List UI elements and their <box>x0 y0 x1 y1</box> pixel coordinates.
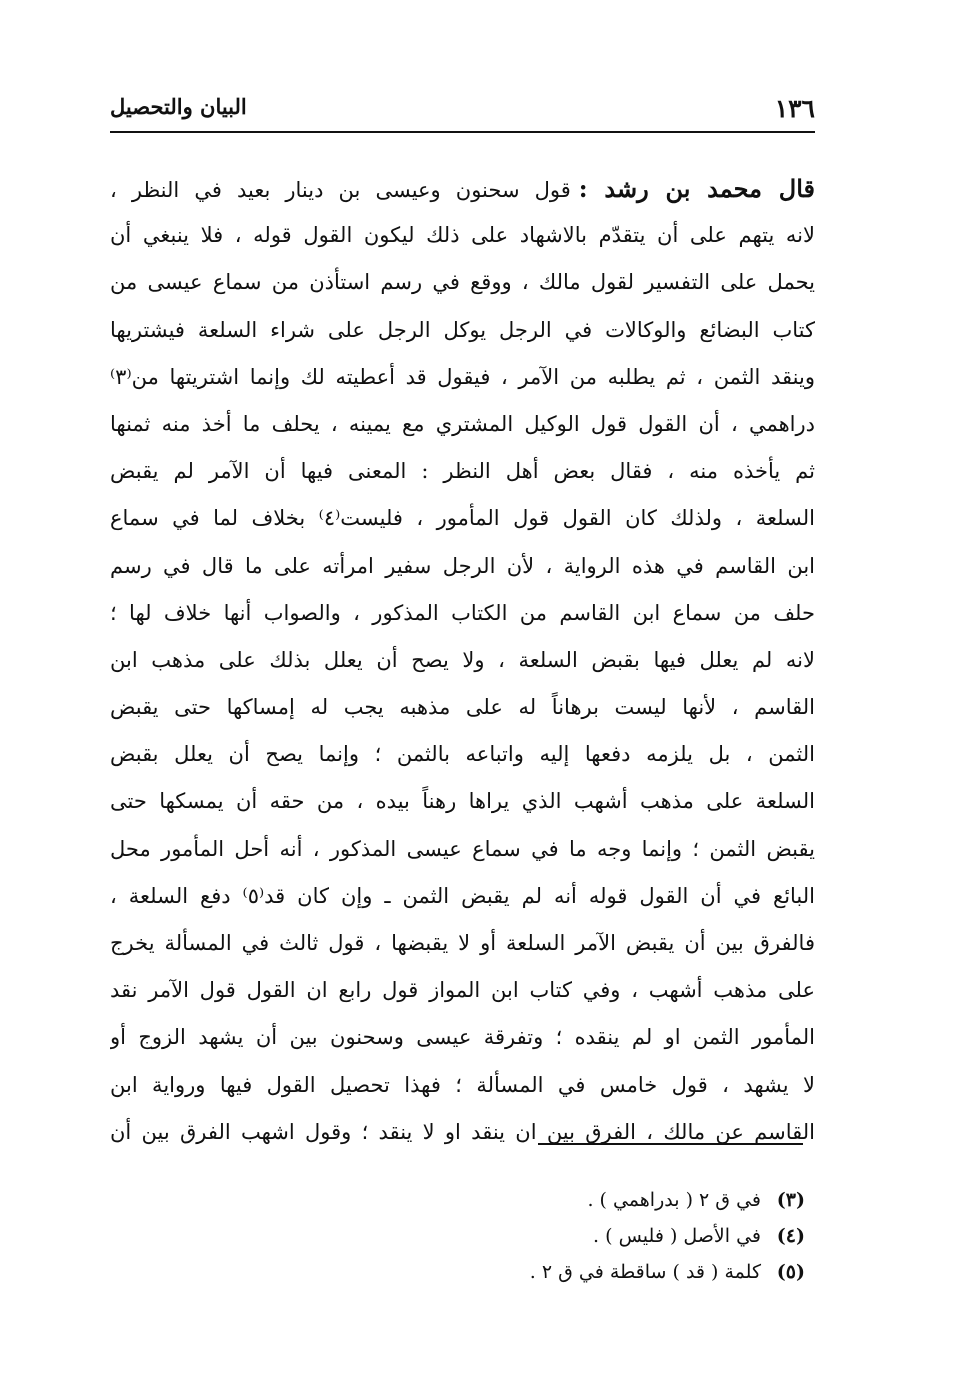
text-line: يقبض الثمن ؛ وإنما وجه ما في سماع عيسى المذكور ، أنه أحل المأمور محل <box>110 836 815 861</box>
text-line: القاسم عن مالك ، الفرق بين ان ينقد او لا ينقد ؛ وقول اشهب الفرق بين أن <box>110 1119 815 1144</box>
footnote-mark: (٥) <box>776 1261 805 1283</box>
text-line: لانه لم يعلل فيها بقبض السلعة ، ولا يصح أن يعلل بذلك على مذهب ابن <box>110 647 815 672</box>
body-text <box>110 165 815 1156</box>
footnotes <box>300 1182 805 1290</box>
text-line: القاسم ، لأنها ليست برهاناً له على مذهبه يجب له إمساكها حتى يقبض <box>110 695 815 720</box>
footnote-mark: (٤) <box>776 1225 805 1247</box>
text-line: السلعة ، ولذلك كان القول قول المأمور ، فليست⁽٤⁾ بخلاف لما في سماع <box>110 506 815 531</box>
text-line: ثم يأخذه منه ، فقال بعض أهل النظر : المعنى فيها أن الآمر لم يقبض <box>110 459 815 484</box>
text-line: حلف من سماع ابن القاسم من الكتاب المذكور ، والصواب أنها خلاف لها ؛ <box>110 600 815 625</box>
footnote-text: في ق ٢ ( بدراهمي ) . <box>587 1189 761 1211</box>
text-line: على مذهب أشهب ، وفي كتاب ابن المواز قول رابع ان القول قول الآمر نقد <box>110 978 815 1003</box>
footnote-text: في الأصل ( فليس ) . <box>593 1225 761 1247</box>
footnote-separator <box>538 1143 803 1145</box>
page-header <box>110 88 815 128</box>
page-number: ١٣٦ <box>774 94 815 123</box>
text-line: السلعة على مذهب أشهب الذي يراها رهناً بيده ، من حقه أن يمسكها حتى <box>110 789 815 814</box>
text-line: يحمل على التفسير لقول مالك ، ووقع في رسم استأذن من سماع عيسى من <box>110 270 815 295</box>
text-line: الثمن ، بل يلزمه دفعها إليه واتباعه بالثمن ؛ وإنما يصح أن يعلل بقبض <box>110 742 815 767</box>
footnote-text: كلمة ( قد ) ساقطة في ق ٢ . <box>529 1261 761 1283</box>
speaker-label: قال محمد بن رشد : <box>578 174 815 203</box>
text-line <box>110 165 815 212</box>
text-line: كتاب البضائع والوكالات في الرجل يوكل الرجل على شراء السلعة فيشتريها <box>110 317 815 342</box>
header-rule <box>110 131 815 133</box>
footnote-mark: (٣) <box>776 1189 805 1211</box>
footnote <box>300 1182 805 1218</box>
footnote <box>300 1254 805 1290</box>
running-title: البيان والتحصيل <box>110 94 247 119</box>
text-line: وينقد الثمن ، ثم يطلبه من الآمر ، فيقول قد أعطيته لك وإنما اشتريتها من⁽٣⁾ <box>110 364 815 389</box>
text-line: لا يشهد ، قول خامس في المسألة ؛ فهذا تحصيل القول فيها ورواية ابن <box>110 1072 815 1097</box>
text-line: لانه يتهم على أن يتقدّم بالاشهاد على ذلك ليكون القول قوله ، فلا ينبغي أن <box>110 223 815 248</box>
text-line: دراهمي ، أن القول قول الوكيل المشتري مع يمينه ، يحلف ما أخذ منه ثمنها <box>110 411 815 436</box>
text-line: المأمور الثمن او لم ينقده ؛ وتفرقة عيسى وسحنون بين أن يشهد الزوج أو <box>110 1025 815 1050</box>
footnote <box>300 1218 805 1254</box>
text-line: فالفرق بين أن يقبض الآمر السلعة أو لا يقبضها ، قول ثالث في المسألة يخرج <box>110 931 815 955</box>
text-line: البائع في أن القول قوله أنه لم يقبض الثمن ـ وإن كان قد⁽٥⁾ دفع السلعة ، <box>110 883 815 908</box>
text-line-content: قول سحنون وعيسى بن دينار بعيد في النظر ، <box>110 178 571 202</box>
text-line: ابن القاسم في هذه الرواية ، لأن الرجل سفير امرأته على ما قال في رسم <box>110 553 815 578</box>
